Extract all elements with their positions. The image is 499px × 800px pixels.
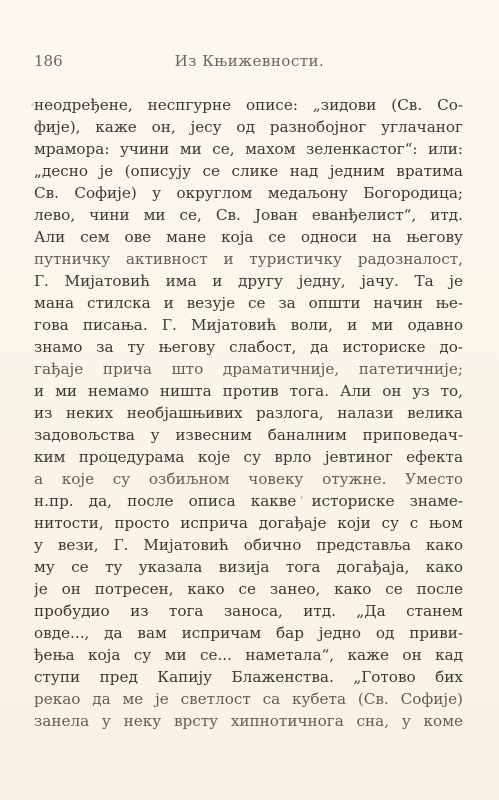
text-line-1: неодређене, неспгурне описе: „зидови (Св. Со- [34, 96, 463, 114]
text-line-21: у вези, Г. Мијатовић обично представља како [34, 536, 463, 554]
text-line-11: гова писања. Г. Мијатовић воли, и ми одавно [34, 316, 463, 334]
body-text [34, 94, 463, 732]
text-line-6: лево, чини ми се, Св. Јован еванђелист“, итд. [34, 206, 463, 224]
text-line-26: ђења која су ми се... наметала“, каже он кад [34, 646, 463, 664]
text-line-2: фије), каже он, јесу од разнобојног углачаног [34, 118, 463, 136]
text-line-14: и ми немамо ништа против тога. Али он уз то, [34, 382, 463, 400]
text-line-16: задовољства у извесним баналним приповедач- [34, 426, 463, 444]
text-line-12: знамо за ту његову слабост, да историске до- [34, 338, 463, 356]
text-line-19: н.пр. да, после описа какве историске знаме- [34, 492, 463, 510]
text-line-24: пробудио из тога заноса, итд. „Да станем [34, 602, 463, 620]
text-line-18: а које су озбиљном човеку отужне. Уместо [34, 470, 463, 488]
text-line-15: из неких необјашњивих разлога, налази велика [34, 404, 463, 422]
ink-mark [31, 103, 34, 106]
text-line-28: рекао да ме је светлост са кубета (Св. Софије) [34, 690, 463, 708]
text-line-13: гађаје прича што драматичније, патетичније; [34, 360, 463, 378]
page-header [34, 52, 465, 72]
text-line-23: је он потресен, како се занео, како се после [34, 580, 463, 598]
running-title: Из Књижевности. [174, 52, 325, 70]
text-line-7: Али сем ове мане која се односи на његову [34, 228, 463, 246]
text-line-20: нитости, просто исприча догађаје који су с њом [34, 514, 463, 532]
text-line-3: мрамора: учини ми се, махом зеленкастог“: или: [34, 140, 463, 158]
text-line-25: овде..., да вам испричам бар једно од приви- [34, 624, 463, 642]
text-line-10: мана стилска и везује се за општи начин ње- [34, 294, 463, 312]
text-line-8: путничку активност и туристичку радозналост, [34, 250, 463, 268]
page-number: 186 [34, 52, 63, 70]
text-line-4: „десно је (описују се слике над једним вратима [34, 162, 463, 180]
text-line-5: Св. Софије) у округлом медаљону Богородица; [34, 184, 463, 202]
text-line-29: занела у неку врсту хипнотичнога сна, у коме [34, 712, 463, 730]
text-line-22: му се ту указала визија тога догађаја, како [34, 558, 463, 576]
text-line-17: ким процедурама које су врло јевтиног ефекта [34, 448, 463, 466]
text-line-27: ступи пред Капију Блаженства. „Готово бих [34, 668, 463, 686]
ink-mark [300, 496, 303, 499]
text-line-9: Г. Мијатовић има и другу једну, јачу. Та је [34, 272, 463, 290]
